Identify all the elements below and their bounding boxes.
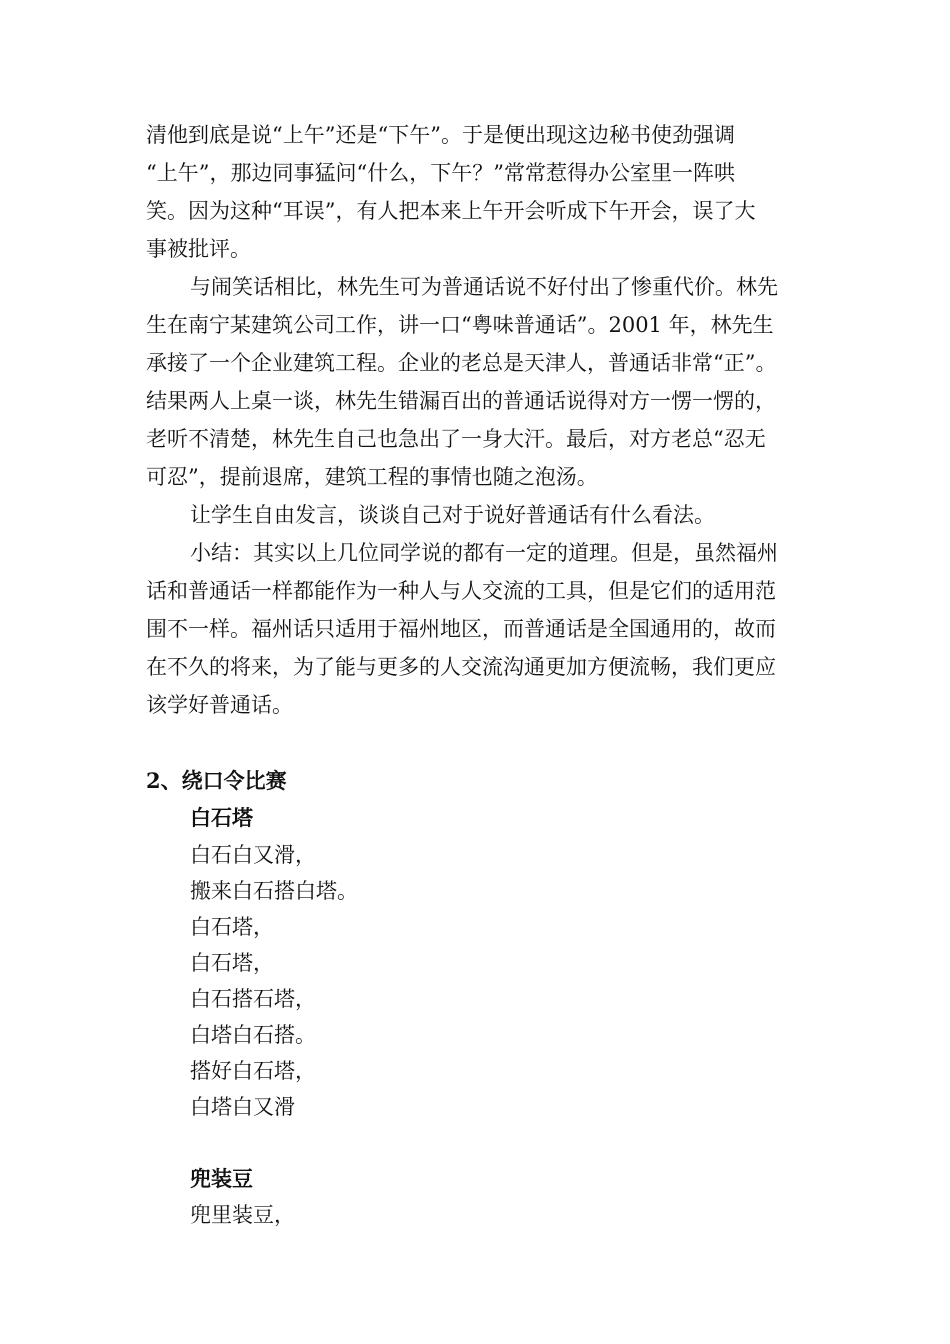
poem-line: 白石塔，	[190, 951, 274, 975]
poem-line: 搭好白石塔，	[190, 1059, 316, 1083]
text-line: 在不久的将来，为了能与更多的人交流沟通更加方便流畅，我们更应	[146, 655, 776, 679]
text-line: 与闹笑话相比，林先生可为普通话说不好付出了惨重代价。林先	[190, 275, 778, 299]
text-line: 围不一样。福州话只适用于福州地区，而普通话是全国通用的，故而	[146, 617, 776, 641]
section-heading: 2、绕口令比赛	[146, 768, 287, 793]
text-line: 可忍”，提前退席，建筑工程的事情也随之泡汤。	[146, 465, 598, 489]
poem-line: 白石白又滑，	[190, 843, 316, 867]
text-line: 事被批评。	[146, 237, 251, 261]
text-line: 该学好普通话。	[146, 693, 293, 717]
poem-line: 白塔白又滑	[190, 1095, 295, 1119]
text-line: 结果两人上桌一谈，林先生错漏百出的普通话说得对方一愣一愣的，	[146, 389, 776, 413]
text-line: 小结：其实以上几位同学说的都有一定的道理。但是，虽然福州	[190, 541, 778, 565]
poem-line: 兜里装豆，	[190, 1203, 295, 1227]
text-line: 让学生自由发言，谈谈自己对于说好普通话有什么看法。	[190, 503, 715, 527]
text-line: 笑。因为这种“耳误”，有人把本来上午开会听成下午开会，误了大	[146, 199, 756, 223]
poem-title: 兜装豆	[190, 1166, 253, 1191]
text-line: “上午”，那边同事猛问“什么，下午？”常常惹得办公室里一阵哄	[146, 161, 735, 185]
poem-title: 白石塔	[190, 805, 253, 830]
poem-line: 白石塔，	[190, 915, 274, 939]
poem-line: 搬来白石搭白塔。	[190, 879, 358, 903]
text-line: 话和普通话一样都能作为一种人与人交流的工具，但是它们的适用范	[146, 579, 776, 603]
poem-line: 白石搭石塔，	[190, 987, 316, 1011]
poem-line: 白塔白石搭。	[190, 1023, 316, 1047]
text-line: 承接了一个企业建筑工程。企业的老总是天津人，普通话非常“正”。	[146, 351, 777, 375]
text-line: 清他到底是说“上午”还是“下午”。于是便出现这边秘书使劲强调	[146, 123, 735, 147]
text-line: 生在南宁某建筑公司工作，讲一口“粤味普通话”。2001 年，林先生	[146, 313, 774, 337]
text-line: 老听不清楚，林先生自己也急出了一身大汗。最后，对方老总“忍无	[146, 427, 766, 451]
